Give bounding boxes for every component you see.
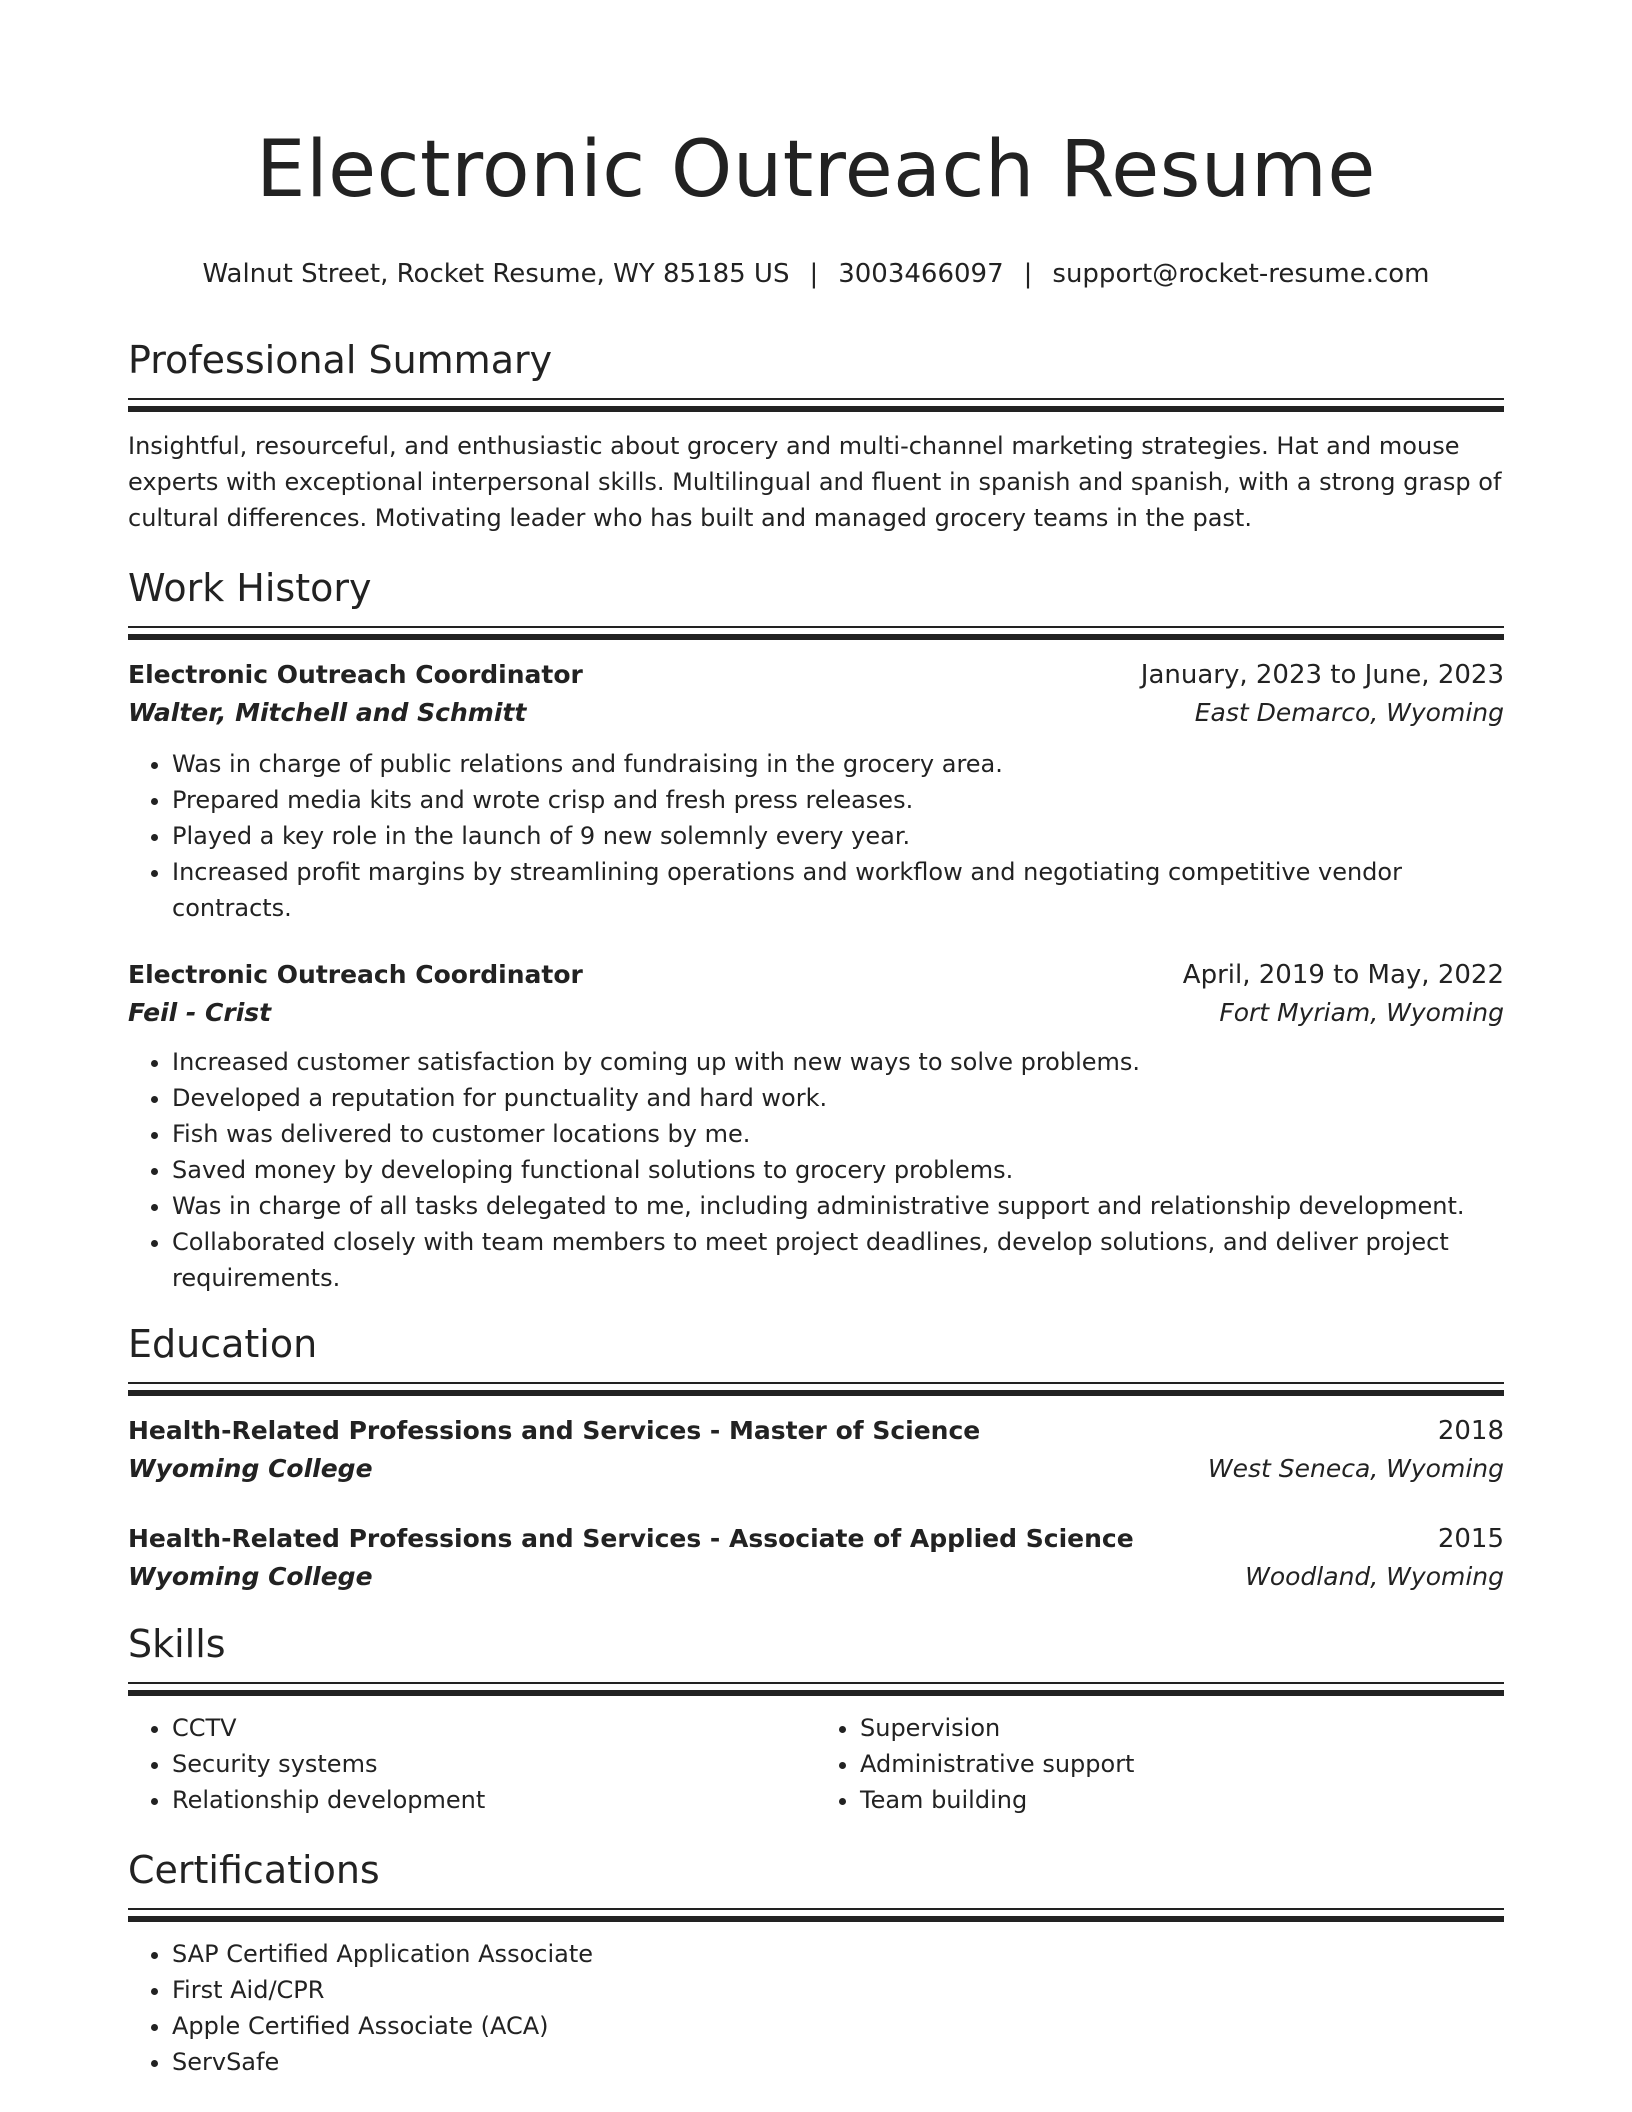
list-item: • Saved money by developing functional solutions to grocery problems. (172, 1152, 1504, 1188)
degree: Health-Related Professions and Services - Master of Science (128, 1416, 981, 1445)
resume-name: Electronic Outreach Resume (256, 125, 1376, 215)
email: support@rocket-resume.com (1052, 259, 1430, 289)
job-title: Electronic Outreach Coordinator (128, 660, 583, 689)
skill-item: • Relationship development (172, 1782, 816, 1818)
summary-section (128, 336, 1504, 536)
separator: | (809, 259, 819, 289)
separator: | (1023, 259, 1033, 289)
certifications-section (128, 1846, 1504, 2080)
skills-column-right (816, 1710, 1504, 1818)
address: Walnut Street, Rocket Resume, WY 85185 US (202, 259, 790, 289)
certification-item: • ServSafe (172, 2044, 1504, 2080)
graduation-year: 2018 (1437, 1416, 1504, 1446)
certification-item: • Apple Certified Associate (ACA) (172, 2008, 1504, 2044)
job-bullets (128, 1044, 1504, 1296)
skill-item: • Supervision (860, 1710, 1504, 1746)
skill-item: • Team building (860, 1782, 1504, 1818)
job-location: Fort Myriam, Wyoming (1219, 998, 1504, 1027)
education-entry (128, 1520, 1504, 1596)
list-item: • Increased profit margins by streamlining operations and workflow and negotiating competitive vendor contracts. (172, 854, 1504, 926)
divider (128, 634, 1504, 640)
section-title-education: Education (128, 1322, 318, 1366)
work-section (128, 564, 1504, 1296)
job-dates: April, 2019 to May, 2022 (1182, 960, 1504, 990)
job-company: Feil - Crist (128, 998, 272, 1027)
skill-item: • Security systems (172, 1746, 816, 1782)
skills-column-left (128, 1710, 816, 1818)
job-title: Electronic Outreach Coordinator (128, 960, 583, 989)
skill-item: • Administrative support (860, 1746, 1504, 1782)
job-bullets (128, 746, 1504, 926)
divider (128, 1382, 1504, 1384)
divider (128, 1908, 1504, 1910)
school-name: Wyoming College (128, 1454, 373, 1483)
section-title-work: Work History (128, 566, 372, 610)
summary-text: Insightful, resourceful, and enthusiastic about grocery and multi-channel marketing strategies. Hat and mouse experts with exceptional interpersonal skills. Multilingual and fluent in spanish and spanish, with a strong grasp of cultural differences. Motivating leader who has built and managed grocery teams in the past. (128, 432, 1502, 532)
education-entry (128, 1412, 1504, 1488)
education-section (128, 1320, 1504, 1596)
certifications-list (128, 1936, 1504, 2080)
list-item: • Played a key role in the launch of 9 new solemnly every year. (172, 818, 1504, 854)
certification-item: • First Aid/CPR (172, 1972, 1504, 2008)
list-item: • Developed a reputation for punctuality and hard work. (172, 1080, 1504, 1116)
list-item: • Collaborated closely with team members to meet project deadlines, develop solutions, and deliver project requirements. (172, 1224, 1504, 1296)
divider (128, 406, 1504, 412)
job-location: East Demarco, Wyoming (1194, 698, 1504, 727)
divider (128, 1690, 1504, 1696)
school-name: Wyoming College (128, 1562, 373, 1591)
school-location: West Seneca, Wyoming (1207, 1454, 1504, 1483)
section-title-summary: Professional Summary (128, 338, 553, 382)
divider (128, 1682, 1504, 1684)
list-item: • Was in charge of public relations and fundraising in the grocery area. (172, 746, 1504, 782)
contact-line (128, 256, 1504, 292)
divider (128, 1916, 1504, 1922)
job-entry (128, 656, 1504, 926)
list-item: • Prepared media kits and wrote crisp and fresh press releases. (172, 782, 1504, 818)
divider (128, 398, 1504, 400)
list-item: • Fish was delivered to customer locations by me. (172, 1116, 1504, 1152)
skills-section (128, 1620, 1504, 1818)
skills-grid (128, 1710, 1504, 1818)
school-location: Woodland, Wyoming (1245, 1562, 1504, 1591)
degree: Health-Related Professions and Services - Associate of Applied Science (128, 1524, 1134, 1553)
job-entry (128, 956, 1504, 1296)
divider (128, 1390, 1504, 1396)
certification-item: • SAP Certified Application Associate (172, 1936, 1504, 1972)
job-dates: January, 2023 to June, 2023 (1140, 660, 1504, 690)
list-item: • Was in charge of all tasks delegated to me, including administrative support and relationship development. (172, 1188, 1504, 1224)
job-company: Walter, Mitchell and Schmitt (128, 698, 527, 727)
section-title-certifications: Certifications (128, 1848, 380, 1892)
list-item: • Increased customer satisfaction by coming up with new ways to solve problems. (172, 1044, 1504, 1080)
phone: 3003466097 (838, 259, 1004, 289)
section-title-skills: Skills (128, 1622, 226, 1666)
graduation-year: 2015 (1437, 1524, 1504, 1554)
skill-item: • CCTV (172, 1710, 816, 1746)
divider (128, 626, 1504, 628)
